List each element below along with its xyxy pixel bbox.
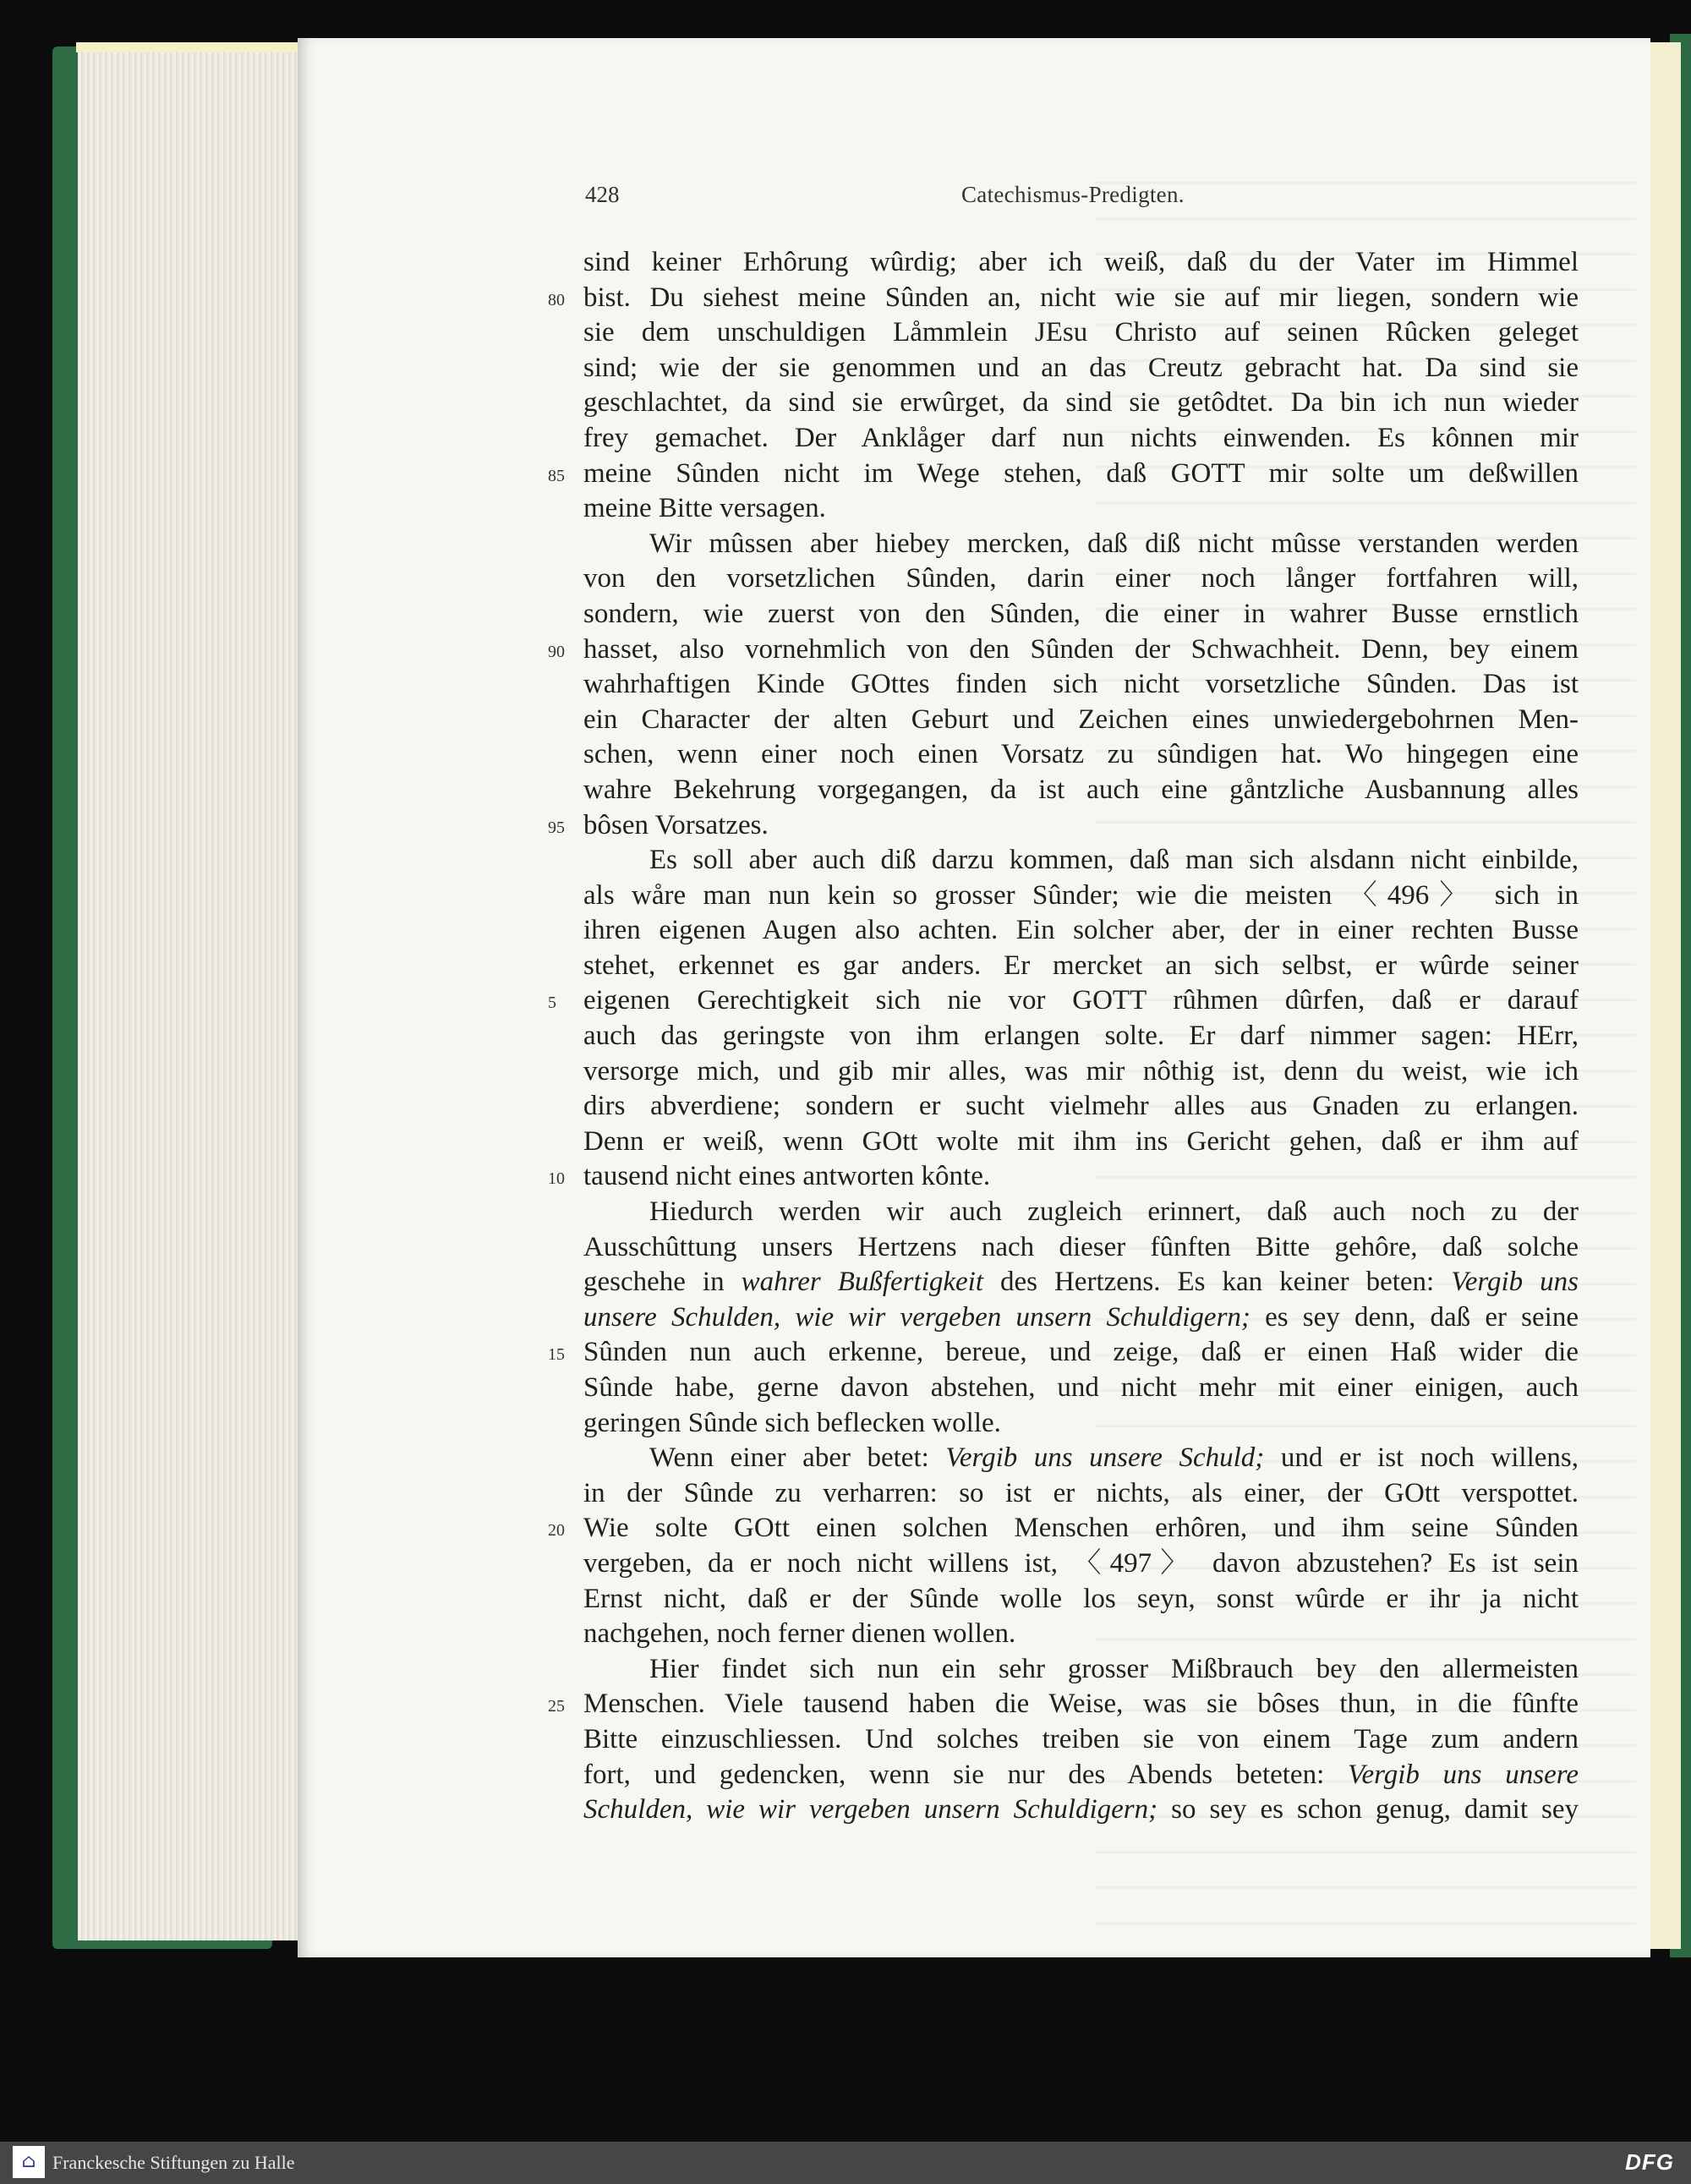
running-title: Catechismus-Predigten. <box>961 182 1185 207</box>
line-text: stehet, erkennet es gar anders. Er mercket an sich selbst, er wûrde seiner <box>583 950 1579 981</box>
text-line <box>583 1476 1579 1512</box>
footer-institution: Franckesche Stiftungen zu Halle <box>52 2152 295 2173</box>
line-number: 25 <box>548 1697 565 1716</box>
line-text: Sûnden nun auch erkenne, bereue, und zeige, daß er einen Haß wider die <box>583 1337 1579 1368</box>
text-line <box>583 1019 1579 1054</box>
line-text: auch das geringste von ihm erlangen solte. Er darf nimmer sagen: HErr, <box>583 1021 1579 1052</box>
line-number: 15 <box>548 1345 565 1365</box>
italic-text: Vergib uns <box>1451 1267 1579 1298</box>
text-line <box>583 315 1579 351</box>
line-text: sondern, wie zuerst von den Sûnden, die einer in wahrer Busse ernstlich <box>583 598 1579 629</box>
text-line <box>548 1511 1579 1546</box>
line-text: wahrhaftigen Kinde GOttes finden sich nicht vorsetzliche Sûnden. Das ist <box>583 669 1579 700</box>
line-text: bôsen Vorsatzes. <box>583 809 769 840</box>
line-text: schen, wenn einer noch einen Vorsatz zu sûndigen hat. Wo hingegen eine <box>583 739 1579 770</box>
line-text: Ernst nicht, daß er der Sûnde wolle los seyn, sonst wûrde er ihr ja nicht <box>583 1583 1579 1614</box>
line-text: des Hertzens. Es kan keiner beten: <box>983 1267 1452 1298</box>
italic-text: wahrer Bußfertigkeit <box>741 1267 983 1298</box>
text-line <box>583 737 1579 773</box>
line-text: Hiedurch werden wir auch zugleich erinnert, daß auch noch zu der <box>649 1196 1579 1228</box>
text-line <box>583 1230 1579 1266</box>
page-stack-top-edge <box>76 42 300 52</box>
line-text: versorge mich, und gib mir alles, was mir nôthig ist, denn du weist, wie ich <box>583 1055 1579 1087</box>
line-text: und er ist noch willens, <box>1264 1442 1579 1474</box>
line-text: Bitte einzuschliessen. Und solches treiben sie von einem Tage zum andern <box>583 1723 1579 1754</box>
italic-text: Schulden, wie wir vergeben unsern Schuldigern; <box>583 1794 1158 1825</box>
line-text: meine Sûnden nicht im Wege stehen, daß GOTT mir solte um deßwillen <box>583 457 1579 489</box>
line-text: hasset, also vornehmlich von den Sûnden der Schwachheit. Denn, bey einem <box>583 633 1579 665</box>
line-text: Menschen. Viele tausend haben die Weise, was sie bôses thun, in die fûnfte <box>583 1689 1579 1720</box>
text-line <box>583 773 1579 808</box>
line-text: Wir mûssen aber hiebey mercken, daß diß nicht mûsse verstanden werden <box>649 528 1579 559</box>
text-line <box>583 245 1579 281</box>
text-line <box>583 1265 1579 1300</box>
line-number: 20 <box>548 1521 565 1541</box>
text-line <box>548 1159 1579 1195</box>
text-line <box>583 491 1579 527</box>
line-text: tausend nicht eines antworten kônte. <box>583 1161 991 1192</box>
text-line <box>583 1089 1579 1125</box>
page-number: 428 <box>585 182 620 207</box>
line-text: frey gemachet. Der Anklåger darf nun nichts einwenden. Es kônnen mir <box>583 422 1579 453</box>
text-line <box>583 1617 1579 1652</box>
text-line <box>583 843 1579 879</box>
line-text: sind keiner Erhôrung wûrdig; aber ich weiß, daß du der Vater im Himmel <box>583 247 1579 277</box>
text-line <box>583 1722 1579 1758</box>
line-number: 85 <box>548 466 565 485</box>
text-line <box>583 1300 1579 1336</box>
line-text: Wie solte GOtt einen solchen Menschen erhôren, und ihm seine Sûnden <box>583 1513 1579 1544</box>
line-text: Sûnde habe, gerne davon abstehen, und nicht mehr mit einer einigen, auch <box>583 1372 1579 1403</box>
text-line <box>583 1546 1579 1582</box>
body-text <box>548 245 1579 1828</box>
italic-text: Vergib uns unsere <box>1347 1759 1579 1790</box>
line-text: in der Sûnde zu verharren: so ist er nichts, als einer, der GOtt verspottet. <box>583 1477 1579 1508</box>
line-text: Hier findet sich nun ein sehr grosser Mißbrauch bey den allermeisten <box>649 1653 1579 1684</box>
text-line <box>583 667 1579 703</box>
line-number: 10 <box>548 1169 565 1189</box>
facing-page-edge <box>1647 42 1681 1949</box>
line-text: vergeben, da er noch nicht willens ist, 〈497〉 davon abzustehen? Es ist sein <box>583 1547 1579 1579</box>
italic-text: unsere Schulden, wie wir vergeben unsern Schuldigern; <box>583 1301 1250 1333</box>
line-text: geschlachtet, da sind sie erwûrget, da sind sie getôdtet. Da bin ich nun wieder <box>583 387 1579 419</box>
line-text: Ausschûttung unsers Hertzens nach dieser fûnften Bitte gehôre, daß solche <box>583 1231 1579 1262</box>
text-line <box>548 281 1579 316</box>
line-number: 80 <box>548 290 565 309</box>
line-number: 5 <box>548 993 556 1013</box>
text-line <box>583 421 1579 457</box>
text-line <box>583 527 1579 562</box>
text-line <box>583 1054 1579 1090</box>
line-text: so sey es schon genug, damit sey <box>1157 1794 1579 1825</box>
building-logo-icon: ⌂ <box>13 2146 45 2178</box>
line-text: geringen Sûnde sich beflecken wolle. <box>583 1407 1001 1438</box>
line-text: dirs abverdiene; sondern er sucht vielmehr alles aus Gnaden zu erlangen. <box>583 1091 1579 1122</box>
line-text: es sey denn, daß er seine <box>1250 1301 1579 1333</box>
line-text: meine Bitte versagen. <box>583 493 826 524</box>
text-line <box>583 1793 1579 1828</box>
line-text: ihren eigenen Augen also achten. Ein solcher aber, der in einer rechten Busse <box>583 915 1579 946</box>
line-text: sie dem unschuldigen Låmmlein JEsu Christo auf seinen Rûcken geleget <box>583 317 1579 348</box>
line-text: ein Character der alten Geburt und Zeichen eines unwiedergebohrnen Men- <box>583 703 1579 735</box>
line-text: geschehe in <box>583 1267 742 1298</box>
italic-text: Vergib uns unsere Schuld; <box>945 1442 1265 1474</box>
text-line <box>583 1406 1579 1442</box>
text-line <box>583 597 1579 632</box>
text-line <box>583 913 1579 949</box>
text-line <box>583 949 1579 984</box>
text-line <box>548 1687 1579 1722</box>
page-stack-edge <box>78 42 299 1940</box>
line-text: sind; wie der sie genommen und an das Creutz gebracht hat. Da sind sie <box>583 352 1579 383</box>
text-line <box>583 1758 1579 1793</box>
line-text: wahre Bekehrung vorgegangen, da ist auch eine gåntzliche Ausbannung alles <box>583 774 1579 805</box>
line-text: eigenen Gerechtigkeit sich nie vor GOTT rûhmen dûrfen, daß er darauf <box>583 985 1579 1016</box>
dfg-logo: DFG <box>1625 2149 1674 2175</box>
line-number: 95 <box>548 818 565 837</box>
text-line <box>583 1652 1579 1688</box>
text-line <box>548 983 1579 1019</box>
text-line <box>583 1371 1579 1406</box>
text-line <box>583 386 1579 421</box>
line-text: als wåre man nun kein so grosser Sûnder; wie die meisten 〈496〉 sich in <box>583 879 1579 911</box>
line-text: von den vorsetzlichen Sûnden, darin einer noch långer fortfahren will, <box>583 563 1579 594</box>
text-line <box>583 351 1579 386</box>
line-text: Es soll aber auch diß darzu kommen, daß man sich alsdann nicht einbilde, <box>649 845 1579 876</box>
footer-bar <box>0 2142 1691 2184</box>
text-line <box>583 1441 1579 1476</box>
line-number: 90 <box>548 642 565 661</box>
line-text: Wenn einer aber betet: <box>649 1442 946 1474</box>
text-line <box>548 632 1579 668</box>
line-text: bist. Du siehest meine Sûnden an, nicht wie sie auf mir liegen, sondern wie <box>583 282 1579 313</box>
text-line <box>583 1582 1579 1617</box>
text-line <box>583 879 1579 914</box>
line-text: nachgehen, noch ferner dienen wollen. <box>583 1618 1016 1650</box>
line-text: Denn er weiß, wenn GOtt wolte mit ihm ins Gericht gehen, daß er ihm auf <box>583 1125 1579 1157</box>
text-line <box>583 703 1579 738</box>
text-line <box>583 561 1579 597</box>
text-line <box>583 1125 1579 1160</box>
text-line <box>548 457 1579 492</box>
text-line <box>583 1195 1579 1230</box>
line-text: fort, und gedencken, wenn sie nur des Abends beteten: <box>583 1759 1348 1790</box>
text-line <box>548 1335 1579 1371</box>
text-line <box>548 808 1579 844</box>
